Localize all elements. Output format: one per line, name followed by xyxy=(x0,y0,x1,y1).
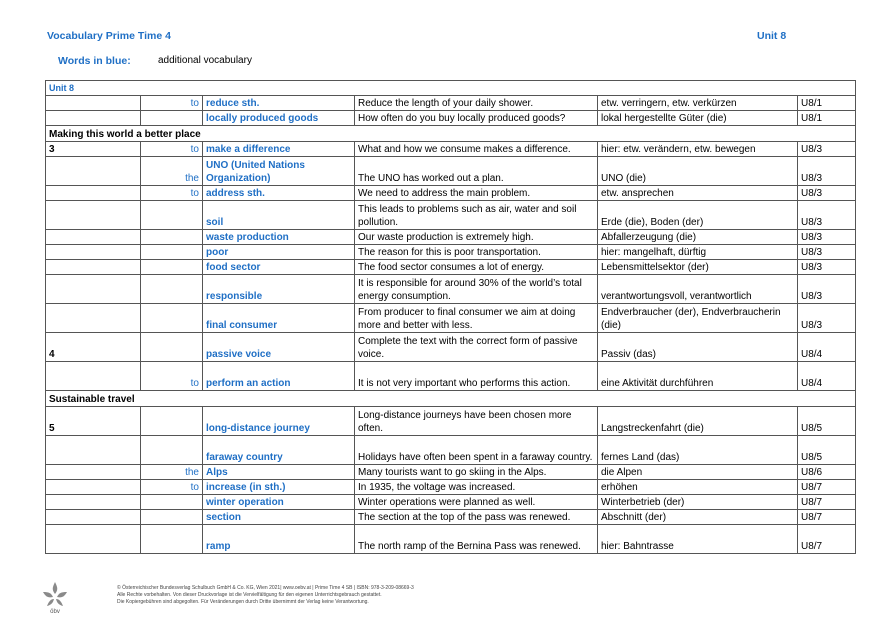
exercise-number xyxy=(46,465,141,480)
exercise-number xyxy=(46,495,141,510)
exercise-reference: U8/7 xyxy=(798,480,856,495)
exercise-reference: U8/3 xyxy=(798,142,856,157)
vocabulary-term: make a difference xyxy=(203,142,355,157)
example-sentence: Reduce the length of your daily shower. xyxy=(355,96,598,111)
article-prefix xyxy=(141,436,203,465)
german-translation: eine Aktivität durchführen xyxy=(598,362,798,391)
german-translation: Passiv (das) xyxy=(598,333,798,362)
footer-line-3: Die Kopiergebühren sind abgegolten. Für Veränderungen durch Dritte übernimmt der Verlag keine Verantwortung. xyxy=(117,599,369,605)
article-prefix xyxy=(141,230,203,245)
article-prefix: to xyxy=(141,142,203,157)
exercise-reference: U8/1 xyxy=(798,111,856,126)
exercise-reference: U8/4 xyxy=(798,333,856,362)
table-row xyxy=(46,495,856,510)
german-translation: fernes Land (das) xyxy=(598,436,798,465)
article-prefix xyxy=(141,525,203,554)
german-translation: lokal hergestellte Güter (die) xyxy=(598,111,798,126)
exercise-number xyxy=(46,96,141,111)
exercise-reference: U8/1 xyxy=(798,96,856,111)
table-row xyxy=(46,142,856,157)
unit-heading: Unit 8 xyxy=(757,30,787,42)
table-row xyxy=(46,96,856,111)
article-prefix xyxy=(141,111,203,126)
table-row xyxy=(46,157,856,186)
article-prefix xyxy=(141,245,203,260)
article-prefix: to xyxy=(141,96,203,111)
example-sentence: Complete the text with the correct form of passive voice. xyxy=(355,333,598,362)
vocabulary-term: ramp xyxy=(203,525,355,554)
section-row xyxy=(46,391,856,407)
german-translation: Abschnitt (der) xyxy=(598,510,798,525)
example-sentence: How often do you buy locally produced goods? xyxy=(355,111,598,126)
vocabulary-term: reduce sth. xyxy=(203,96,355,111)
german-translation: hier: Bahntrasse xyxy=(598,525,798,554)
vocabulary-term: long-distance journey xyxy=(203,407,355,436)
example-sentence: The food sector consumes a lot of energy. xyxy=(355,260,598,275)
example-sentence: It is not very important who performs this action. xyxy=(355,362,598,391)
footer-line-2: Alle Rechte vorbehalten. Von dieser Druckvorlage ist die Vervielfältigung für den eigenen Unterrichtsgebrauch gestattet. xyxy=(117,592,382,598)
vocabulary-term: final consumer xyxy=(203,304,355,333)
table-row xyxy=(46,186,856,201)
vocabulary-term: Alps xyxy=(203,465,355,480)
section-heading: Making this world a better place xyxy=(46,126,856,142)
article-prefix xyxy=(141,304,203,333)
section-row xyxy=(46,126,856,142)
example-sentence: In 1935, the voltage was increased. xyxy=(355,480,598,495)
example-sentence: It is responsible for around 30% of the world’s total energy consumption. xyxy=(355,275,598,304)
table-row xyxy=(46,201,856,230)
example-sentence: The UNO has worked out a plan. xyxy=(355,157,598,186)
obv-logo xyxy=(40,580,70,614)
example-sentence: What and how we consume makes a difference. xyxy=(355,142,598,157)
vocabulary-term: address sth. xyxy=(203,186,355,201)
exercise-reference: U8/5 xyxy=(798,436,856,465)
exercise-reference: U8/5 xyxy=(798,407,856,436)
vocabulary-term: section xyxy=(203,510,355,525)
example-sentence: The reason for this is poor transportation. xyxy=(355,245,598,260)
exercise-number xyxy=(46,157,141,186)
table-row xyxy=(46,245,856,260)
table-row xyxy=(46,333,856,362)
exercise-number xyxy=(46,510,141,525)
example-sentence: From producer to final consumer we aim at doing more and better with less. xyxy=(355,304,598,333)
footer-line-1: © Österreichischer Bundesverlag Schulbuch GmbH & Co. KG, Wien 2021| www.oebv.at | Prime Time 4 SB | ISBN: 978-3-209-08669-3 xyxy=(117,585,414,591)
exercise-reference: U8/6 xyxy=(798,465,856,480)
table-row xyxy=(46,525,856,554)
exercise-number xyxy=(46,230,141,245)
table-row xyxy=(46,436,856,465)
example-sentence: This leads to problems such as air, water and soil pollution. xyxy=(355,201,598,230)
german-translation: hier: mangelhaft, dürftig xyxy=(598,245,798,260)
table-row xyxy=(46,275,856,304)
exercise-number xyxy=(46,525,141,554)
legend-key: Words in blue: xyxy=(58,55,131,67)
table-row xyxy=(46,407,856,436)
german-translation: Abfallerzeugung (die) xyxy=(598,230,798,245)
example-sentence: Our waste production is extremely high. xyxy=(355,230,598,245)
table-row xyxy=(46,480,856,495)
vocabulary-term: responsible xyxy=(203,275,355,304)
exercise-reference: U8/3 xyxy=(798,245,856,260)
german-translation: Erde (die), Boden (der) xyxy=(598,201,798,230)
table-row xyxy=(46,304,856,333)
exercise-number xyxy=(46,260,141,275)
exercise-number: 3 xyxy=(46,142,141,157)
exercise-reference: U8/3 xyxy=(798,230,856,245)
example-sentence: Many tourists want to go skiing in the Alps. xyxy=(355,465,598,480)
example-sentence: The north ramp of the Bernina Pass was renewed. xyxy=(355,525,598,554)
article-prefix xyxy=(141,260,203,275)
article-prefix xyxy=(141,201,203,230)
unit-row xyxy=(46,81,856,96)
exercise-number xyxy=(46,436,141,465)
copyright-footer xyxy=(117,585,414,606)
article-prefix xyxy=(141,495,203,510)
vocabulary-term: winter operation xyxy=(203,495,355,510)
article-prefix: to xyxy=(141,362,203,391)
exercise-number xyxy=(46,201,141,230)
table-row xyxy=(46,111,856,126)
exercise-number xyxy=(46,362,141,391)
exercise-number xyxy=(46,245,141,260)
article-prefix: to xyxy=(141,480,203,495)
exercise-reference: U8/3 xyxy=(798,304,856,333)
article-prefix: the xyxy=(141,157,203,186)
exercise-number xyxy=(46,304,141,333)
exercise-number xyxy=(46,186,141,201)
exercise-number xyxy=(46,111,141,126)
logo-lettering: öbv xyxy=(50,609,60,614)
vocabulary-term: perform an action xyxy=(203,362,355,391)
german-translation: Lebensmittelsektor (der) xyxy=(598,260,798,275)
vocabulary-term: UNO (United Nations Organization) xyxy=(203,157,355,186)
german-translation: die Alpen xyxy=(598,465,798,480)
article-prefix xyxy=(141,333,203,362)
german-translation: Winterbetrieb (der) xyxy=(598,495,798,510)
document-title: Vocabulary Prime Time 4 xyxy=(47,30,171,42)
exercise-reference: U8/4 xyxy=(798,362,856,391)
table-row xyxy=(46,510,856,525)
german-translation: erhöhen xyxy=(598,480,798,495)
table-row xyxy=(46,362,856,391)
german-translation: UNO (die) xyxy=(598,157,798,186)
german-translation: Langstreckenfahrt (die) xyxy=(598,407,798,436)
exercise-number xyxy=(46,275,141,304)
article-prefix xyxy=(141,510,203,525)
exercise-reference: U8/3 xyxy=(798,201,856,230)
vocabulary-term: food sector xyxy=(203,260,355,275)
example-sentence: Long-distance journeys have been chosen more often. xyxy=(355,407,598,436)
vocabulary-term: passive voice xyxy=(203,333,355,362)
exercise-number: 5 xyxy=(46,407,141,436)
vocabulary-term: increase (in sth.) xyxy=(203,480,355,495)
article-prefix: to xyxy=(141,186,203,201)
table-row xyxy=(46,260,856,275)
article-prefix xyxy=(141,275,203,304)
section-heading: Sustainable travel xyxy=(46,391,856,407)
example-sentence: Winter operations were planned as well. xyxy=(355,495,598,510)
exercise-reference: U8/7 xyxy=(798,495,856,510)
legend-value: additional vocabulary xyxy=(158,55,252,66)
example-sentence: Holidays have often been spent in a faraway country. xyxy=(355,436,598,465)
exercise-reference: U8/3 xyxy=(798,275,856,304)
exercise-number xyxy=(46,480,141,495)
table-unit-label: Unit 8 xyxy=(46,81,856,96)
german-translation: Endverbraucher (der), Endverbraucherin (die) xyxy=(598,304,798,333)
exercise-reference: U8/3 xyxy=(798,186,856,201)
article-prefix xyxy=(141,407,203,436)
table-row xyxy=(46,465,856,480)
german-translation: hier: etw. verändern, etw. bewegen xyxy=(598,142,798,157)
vocabulary-term: locally produced goods xyxy=(203,111,355,126)
exercise-reference: U8/3 xyxy=(798,157,856,186)
german-translation: etw. verringern, etw. verkürzen xyxy=(598,96,798,111)
german-translation: verantwortungsvoll, verantwortlich xyxy=(598,275,798,304)
vocabulary-term: faraway country xyxy=(203,436,355,465)
german-translation: etw. ansprechen xyxy=(598,186,798,201)
vocabulary-table xyxy=(45,80,856,554)
example-sentence: We need to address the main problem. xyxy=(355,186,598,201)
vocabulary-term: soil xyxy=(203,201,355,230)
example-sentence: The section at the top of the pass was renewed. xyxy=(355,510,598,525)
vocabulary-term: poor xyxy=(203,245,355,260)
table-row xyxy=(46,230,856,245)
exercise-number: 4 xyxy=(46,333,141,362)
exercise-reference: U8/7 xyxy=(798,525,856,554)
exercise-reference: U8/7 xyxy=(798,510,856,525)
vocabulary-term: waste production xyxy=(203,230,355,245)
article-prefix: the xyxy=(141,465,203,480)
exercise-reference: U8/3 xyxy=(798,260,856,275)
